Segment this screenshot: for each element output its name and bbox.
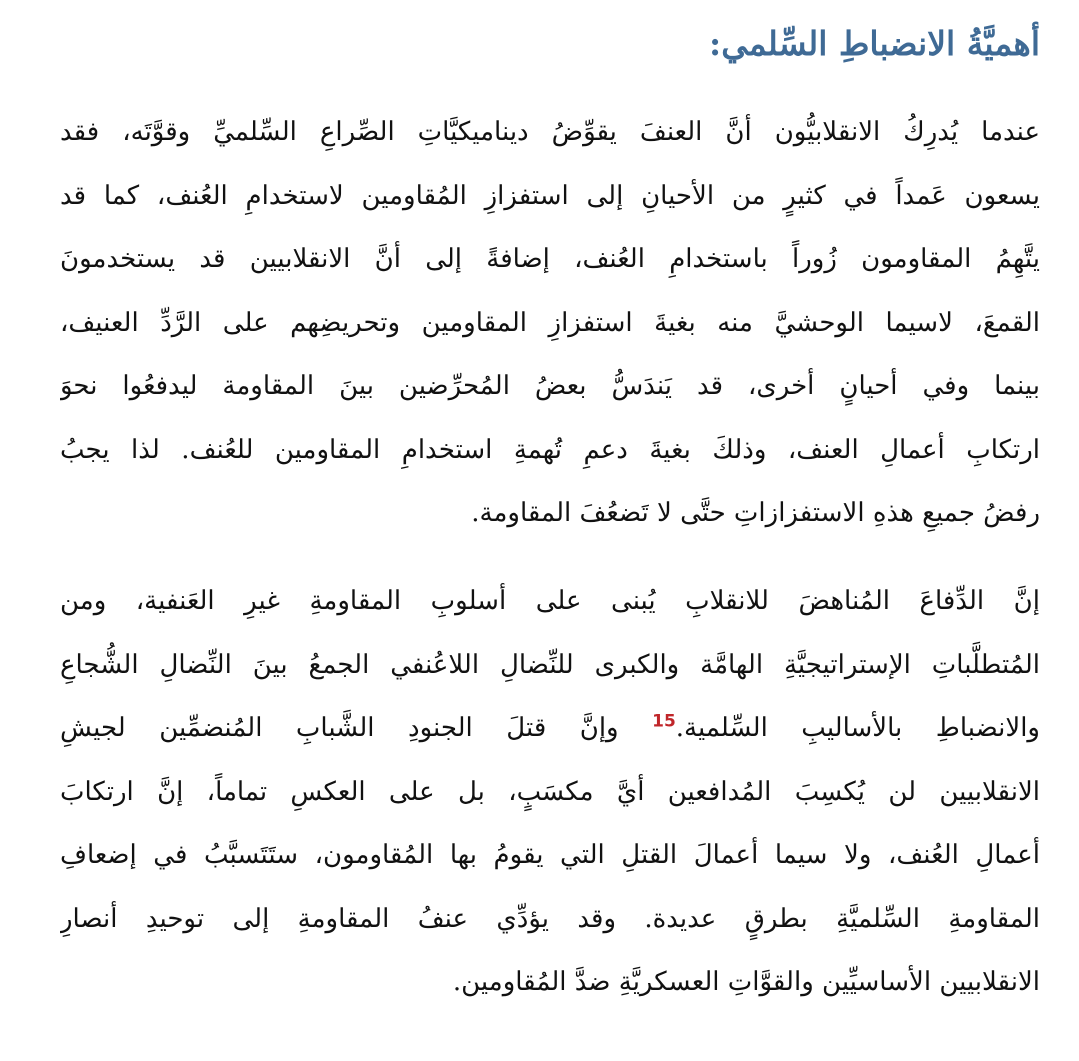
paragraph-line: القمعَ، لاسيما الوحشيَّ منه بغيةَ استفزازِ المقاومين وتحريضِهم على الرَّدِّ العنيف، (60, 307, 1040, 338)
paragraph-2 (60, 570, 1040, 1015)
document-page (60, 0, 1040, 1061)
paragraph-line: أعمالِ العُنف، ولا سيما أعمالَ القتلِ التي يقومُ بها المُقاومون، ستَتَسبَّبُ في إضعافِ (60, 840, 1040, 870)
paragraph-line: المُتطلَّباتِ الإستراتيجيَّةِ الهامَّة والكبرى للنِّضالِ اللاعُنفي الجمعُ بينَ النِّضالِ الشُّجاعِ (60, 649, 1040, 680)
footnote-reference[interactable]: 15 (652, 711, 676, 732)
line-text-after-footnote: وإنَّ قتلَ الجنودِ الشَّبابِ المُنضمِّين لجيشِ (60, 713, 653, 743)
paragraph-line: ارتكابِ أعمالِ العنف، وذلكَ بغيةَ دعمِ تُهمةِ استخدامِ المقاومين للعُنف. لذا يجبُ (60, 434, 1040, 465)
paragraph-line: الانقلابيين الأساسيِّين والقوَّاتِ العسكريَّةِ ضدَّ المُقاومين. (452, 967, 1040, 997)
paragraph-line: يسعون عَمداً في كثيرٍ من الأحيانِ إلى استفزازِ المُقاومين لاستخدامِ العُنف، كما قد (60, 180, 1040, 211)
section-heading: أهميَّةُ الانضباطِ السِّلمي: (709, 24, 1040, 63)
paragraph-line: الانقلابيين لن يُكسِبَ المُدافعين أيَّ مكسَبٍ، بل على العكسِ تماماً، إنَّ ارتكابَ (60, 776, 1040, 807)
paragraph-line: عندما يُدرِكُ الانقلابيُّون أنَّ العنفَ يقوِّضُ ديناميكيَّاتِ الصِّراعِ السِّلميِّ وقوَّتَه، فقد (60, 117, 1040, 147)
paragraph-line: بينما وفي أحيانٍ أخرى، قد يَندَسُّ بعضُ المُحرِّضين بينَ المقاومة ليدفعُوا نحوَ (60, 371, 1040, 401)
paragraph-line: يتَّهِمُ المقاومون زُوراً باستخدامِ العُنف، إضافةً إلى أنَّ الانقلابيين قد يستخدمونَ (60, 244, 1040, 274)
paragraph-line: رفضُ جميعِ هذهِ الاستفزازاتِ حتَّى لا تَضعُفَ المقاومة. (471, 498, 1040, 528)
line-text-before-footnote: والانضباطِ بالأساليبِ السِّلمية. (675, 713, 1040, 743)
paragraph-line-with-footnote (60, 697, 1040, 761)
paragraph-1 (60, 101, 1040, 546)
paragraph-line: المقاومةِ السِّلميَّةِ بطرقٍ عديدة. وقد يؤدِّي عنفُ المقاومةِ إلى توحيدِ أنصارِ (60, 903, 1040, 934)
paragraph-line: إنَّ الدِّفاعَ المُناهضَ للانقلابِ يُبنى على أسلوبِ المقاومةِ غيرِ العَنفية، ومن (60, 586, 1040, 616)
